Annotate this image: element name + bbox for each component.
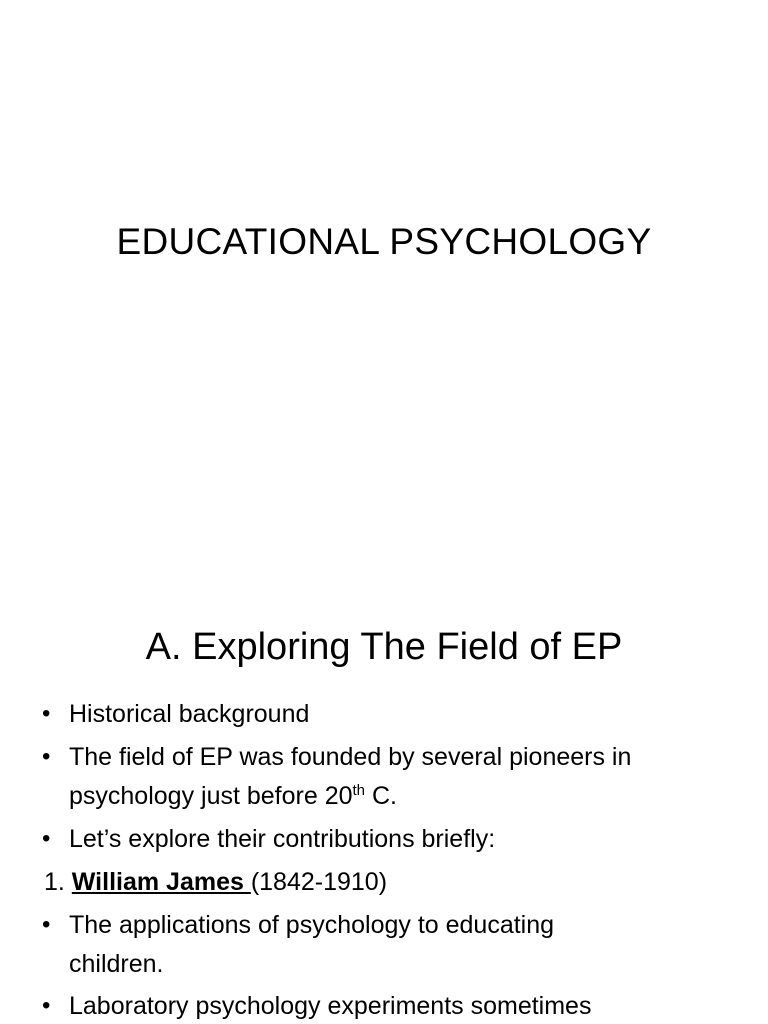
bullet-text-part: C.: [365, 782, 397, 810]
bullet-marker: •: [42, 743, 51, 770]
ordinal-suffix: th: [352, 782, 366, 799]
slide-heading: A. Exploring The Field of EP: [145, 626, 623, 668]
slide-title: EDUCATIONAL PSYCHOLOGY: [116, 221, 652, 262]
bullet-text: The field of EP was founded by several pioneers in: [69, 743, 632, 771]
content-slide: [0, 580, 768, 1024]
numbered-item: [44, 863, 387, 901]
bullet-text: Let’s explore their contributions briefly:: [69, 825, 496, 853]
pioneer-years: (1842-1910): [250, 868, 388, 896]
bullet-marker: •: [42, 825, 51, 852]
bullet-text-part: psychology just before 20: [69, 782, 353, 810]
bullet-marker: •: [42, 992, 51, 1019]
bullet-text: The applications of psychology to educating: [69, 911, 555, 939]
bullet-text: Laboratory psychology experiments sometimes: [69, 992, 592, 1020]
bullet-marker: •: [42, 700, 51, 727]
bullet-marker: •: [42, 911, 51, 938]
bullet-text-continuation: children.: [69, 950, 164, 978]
pioneer-name: William James: [71, 868, 251, 896]
bullet-text-continuation: [69, 777, 397, 819]
number-prefix: 1.: [44, 868, 72, 896]
bullet-text: Historical background: [69, 700, 310, 728]
